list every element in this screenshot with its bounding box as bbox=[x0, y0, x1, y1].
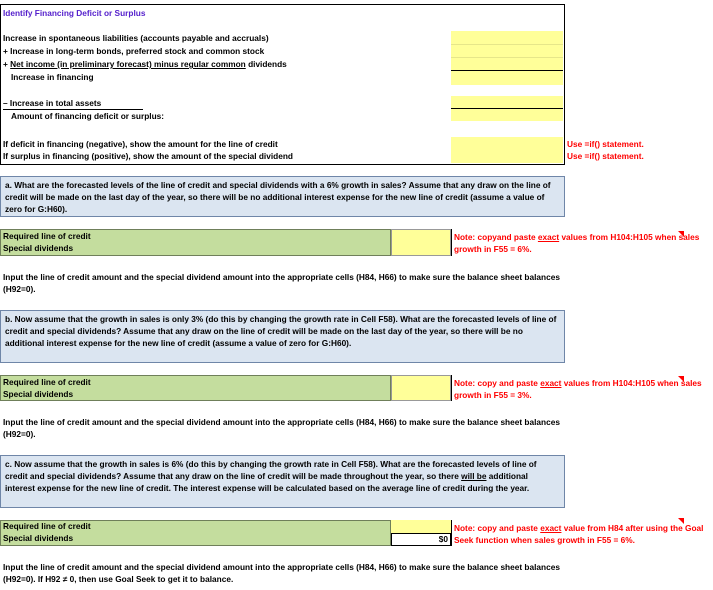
part-a-divider bbox=[451, 229, 452, 256]
part-c-question bbox=[0, 455, 565, 508]
part-c-note-pre: Note: copy and paste bbox=[454, 523, 541, 533]
part-c-label-dividends: Special dividends bbox=[3, 533, 74, 543]
underline-total-assets bbox=[3, 109, 143, 110]
part-a-label-credit: Required line of credit bbox=[3, 231, 91, 241]
part-b-note bbox=[454, 377, 704, 401]
part-a-note bbox=[454, 231, 704, 255]
cell-divider bbox=[451, 57, 563, 58]
section-title: Identify Financing Deficit or Surplus bbox=[3, 8, 146, 18]
row-long-term-bonds: + Increase in long-term bonds, preferred stock and common stock bbox=[3, 46, 265, 56]
row-net-income-suffix: dividends bbox=[245, 59, 287, 69]
part-b-note-em: exact bbox=[540, 378, 562, 388]
row-increase-in-financing: Increase in financing bbox=[11, 72, 94, 82]
row-deficit-line-of-credit: If deficit in financing (negative), show the amount for the line of credit bbox=[3, 139, 278, 149]
part-b-label-credit: Required line of credit bbox=[3, 377, 91, 387]
comment-indicator-icon[interactable] bbox=[678, 518, 684, 524]
part-a-label-dividends: Special dividends bbox=[3, 243, 74, 253]
part-a-note-pre: Note: copyand paste bbox=[454, 232, 538, 242]
part-b-divider bbox=[451, 375, 452, 401]
part-c-question-pre: c. Now assume that the growth in sales is 6% (do this by changing the growth rate in Cell F58). What are the forecasted levels of line of credit and special dividends? Assume that any draw on the line of credit will be made throughout the year, so there bbox=[5, 459, 537, 481]
part-c-note bbox=[454, 522, 708, 546]
row-deficit-surplus-amount: Amount of financing deficit or surplus: bbox=[11, 111, 165, 121]
comment-indicator-icon[interactable] bbox=[678, 376, 684, 382]
input-cells-financing[interactable] bbox=[451, 31, 563, 85]
input-cells-credit-dividend[interactable] bbox=[451, 137, 563, 163]
part-c-note-post: value from H84 after using the Goal Seek function when sales growth in F55 = 6%. bbox=[454, 523, 704, 545]
row-spontaneous-liabilities: Increase in spontaneous liabilities (accounts payable and accruals) bbox=[3, 33, 269, 43]
row-net-income-link: Net income (in preliminary forecast) minus regular common bbox=[10, 59, 246, 69]
sum-underline bbox=[451, 70, 563, 71]
row-increase-total-assets: – Increase in total assets bbox=[3, 98, 102, 108]
part-c-divider bbox=[451, 520, 452, 546]
part-c-instruction: Input the line of credit amount and the special dividend amount into the appropriate cells (H84, H66) to make sure the balance sheet balances (H92=0). If H92 ≠ 0, then use Goal Seek to get it to balance. bbox=[3, 562, 560, 584]
part-b-question: b. Now assume that the growth in sales is only 3% (do this by changing the growth rate in Cell F58). What are the forecasted levels of line of credit and special dividends? Assume that any draw on the line of credit will be made on the last day of the year, so there will be no additional interest expense for the new line of credit (assume a value of zero for G:H60). bbox=[0, 310, 565, 363]
row-surplus-special-dividend: If surplus in financing (positive), show the amount of the special dividend bbox=[3, 151, 293, 161]
part-a-note-post: values from H104:H105 when sales growth in F55 = 6%. bbox=[454, 232, 700, 254]
part-a-question: a. What are the forecasted levels of the line of credit and special dividends with a 6% growth in sales? Assume that any draw on the line of credit will be made on the last day of the year, so there will be no additional interest expense for the new line of credit (assume a value of zero for G:H60). bbox=[0, 176, 565, 217]
part-a-note-em: exact bbox=[537, 232, 560, 242]
sum-underline-assets bbox=[451, 108, 563, 109]
part-b-note-post: values from H104:H105 when sales growth in F55 = 3%. bbox=[454, 378, 702, 400]
part-b-input-cells[interactable] bbox=[391, 375, 451, 401]
part-b-instruction: Input the line of credit amount and the special dividend amount into the appropriate cells (H84, H66) to make sure the balance sheet balances (H92=0). bbox=[3, 417, 560, 439]
row-net-income bbox=[3, 59, 287, 70]
part-c-question-post: additional interest expense for the new line of credit. The interest expense will be calculated based on the average line of credit during the year. bbox=[5, 471, 530, 493]
part-c-question-em: will be bbox=[461, 471, 487, 481]
part-b-note-pre: Note: copy and paste bbox=[454, 378, 541, 388]
row-net-income-prefix: + bbox=[3, 59, 11, 69]
part-a-input-cells[interactable] bbox=[391, 229, 451, 256]
part-c-label-credit: Required line of credit bbox=[3, 521, 91, 531]
part-c-input-credit[interactable] bbox=[391, 520, 451, 533]
hint-deficit: Use =if() statement. bbox=[567, 139, 644, 149]
part-c-note-em: exact bbox=[540, 523, 562, 533]
part-a-instruction: Input the line of credit amount and the special dividend amount into the appropriate cells (H84, H66) to make sure the balance sheet balances (H92=0). bbox=[3, 272, 560, 294]
comment-indicator-icon[interactable] bbox=[678, 231, 684, 237]
part-b-label-dividends: Special dividends bbox=[3, 389, 74, 399]
cell-divider bbox=[451, 44, 563, 45]
part-c-dividend-value[interactable]: $0 bbox=[391, 533, 451, 546]
hint-surplus: Use =if() statement. bbox=[567, 151, 644, 161]
